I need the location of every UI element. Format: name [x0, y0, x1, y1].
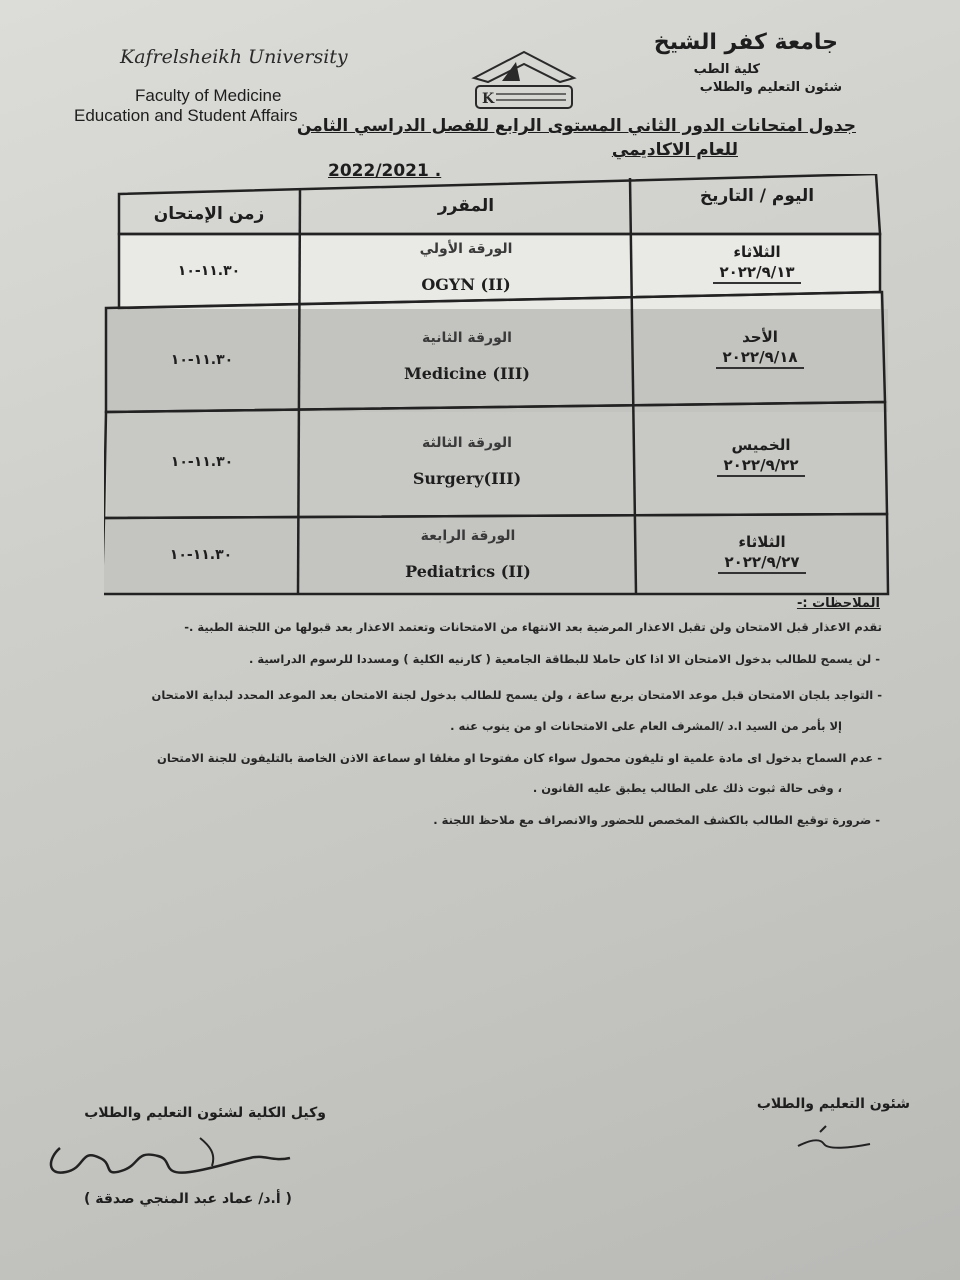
signature-title-left: وكيل الكلية لشئون التعليم والطلاب	[84, 1105, 326, 1121]
schedule-title: جدول امتحانات الدور الثاني المستوى الرابع للفصل الدراسي الثامن	[296, 116, 856, 136]
header-subject: المقرر	[437, 196, 495, 216]
note-item: إلا بأمر من السيد ا.د /المشرف العام على الامتحانات او من ينوب عنه .	[450, 719, 842, 733]
header-time: زمن الإمتحان	[153, 204, 265, 224]
table-row-subject	[300, 230, 632, 304]
signature-right-icon	[790, 1122, 880, 1162]
university-logo-icon	[468, 48, 580, 114]
table-row-subject	[300, 410, 634, 512]
academic-year: 2022/2021 .	[328, 161, 442, 181]
table-row-time: ١١.٣٠-١٠	[170, 352, 234, 368]
exam-date: ٢٠٢٢/٩/١٣	[713, 263, 800, 284]
subject-name: Pediatrics (II)	[405, 561, 531, 581]
paper-label: الورقة الثانية	[422, 329, 512, 346]
header-day-date: اليوم / التاريخ	[699, 186, 815, 206]
exam-day: الثلاثاء	[733, 242, 781, 261]
note-item: ، وفى حالة ثبوت ذلك على الطالب يطبق عليه القانون .	[532, 781, 842, 795]
exam-schedule-table	[104, 174, 896, 596]
note-item: تقدم الاعذار قبل الامتحان ولن تقبل الاعذار المرضية بعد الانتهاء من الامتحانات وتعتمد الاعذار بعد قبولها من اللجنة الطبية .-	[184, 620, 882, 634]
table-row-day-date	[636, 514, 888, 592]
signature-left-icon	[40, 1128, 310, 1188]
paper-label: الورقة الثالثة	[422, 434, 512, 451]
subject-name: OGYN (II)	[421, 274, 511, 294]
note-item: - التواجد بلجان الامتحان قبل موعد الامتحان بربع ساعة ، ولن يسمح للطالب بدخول لجنة الامتحان بعد الموعد المحدد لبداية الامتحان	[151, 688, 882, 702]
table-row-day-date	[634, 228, 880, 298]
affairs-name-ar: شئون التعليم والطلاب	[699, 80, 842, 95]
table-row-time: ١١.٣٠-١٠	[169, 547, 233, 563]
subject-name: Medicine (III)	[404, 363, 530, 383]
exam-day: الخميس	[731, 435, 791, 454]
paper-label: الورقة الأولي	[419, 240, 513, 257]
signature-title-right: شئون التعليم والطلاب	[756, 1096, 910, 1112]
university-name-ar: جامعة كفر الشيخ	[653, 30, 838, 55]
note-item: - عدم السماح بدخول اى مادة علمية او تليفون محمول سواء كان مفتوحا او مغلقا او سماعة الاذن الخاصة بالتليفون للجنة الامتحان	[157, 751, 882, 765]
schedule-title-line2: للعام الاكاديمي	[611, 140, 738, 160]
table-row-time: ١١.٣٠-١٠	[177, 263, 241, 279]
paper-label: الورقة الرابعة	[420, 527, 516, 544]
table-row-time: ١١.٣٠-١٠	[170, 454, 234, 470]
table-row-day-date	[636, 404, 886, 508]
svg-text:K: K	[482, 91, 495, 107]
table-row-subject	[300, 516, 636, 592]
university-name-en: Kafrelsheikh University	[120, 46, 348, 68]
signatory-name: ( أ.د/ عماد عبد المنجي صدقة )	[84, 1191, 292, 1207]
note-item: - لن يسمح للطالب بدخول الامتحان الا اذا كان حاملا للبطاقة الجامعية ( كارنيه الكلية ) ومسددا للرسوم الدراسية .	[249, 652, 880, 666]
exam-day: الأحد	[742, 327, 778, 346]
table-row-day-date	[636, 298, 884, 398]
exam-day: الثلاثاء	[738, 532, 786, 551]
affairs-name-en: Education and Student Affairs	[74, 106, 298, 125]
notes-title: الملاحظات :-	[796, 596, 880, 611]
subject-name: Surgery(III)	[412, 468, 522, 488]
faculty-name-ar: كلية الطب	[693, 62, 760, 77]
table-row-subject	[300, 306, 634, 406]
exam-date: ٢٠٢٢/٩/١٨	[716, 348, 803, 369]
note-item: - ضرورة توقيع الطالب بالكشف المخصص للحضور والانصراف مع ملاحظ اللجنة .	[433, 813, 880, 827]
faculty-name-en: Faculty of Medicine	[135, 86, 282, 105]
exam-date: ٢٠٢٢/٩/٢٢	[717, 456, 804, 477]
exam-date: ٢٠٢٢/٩/٢٧	[718, 553, 805, 574]
